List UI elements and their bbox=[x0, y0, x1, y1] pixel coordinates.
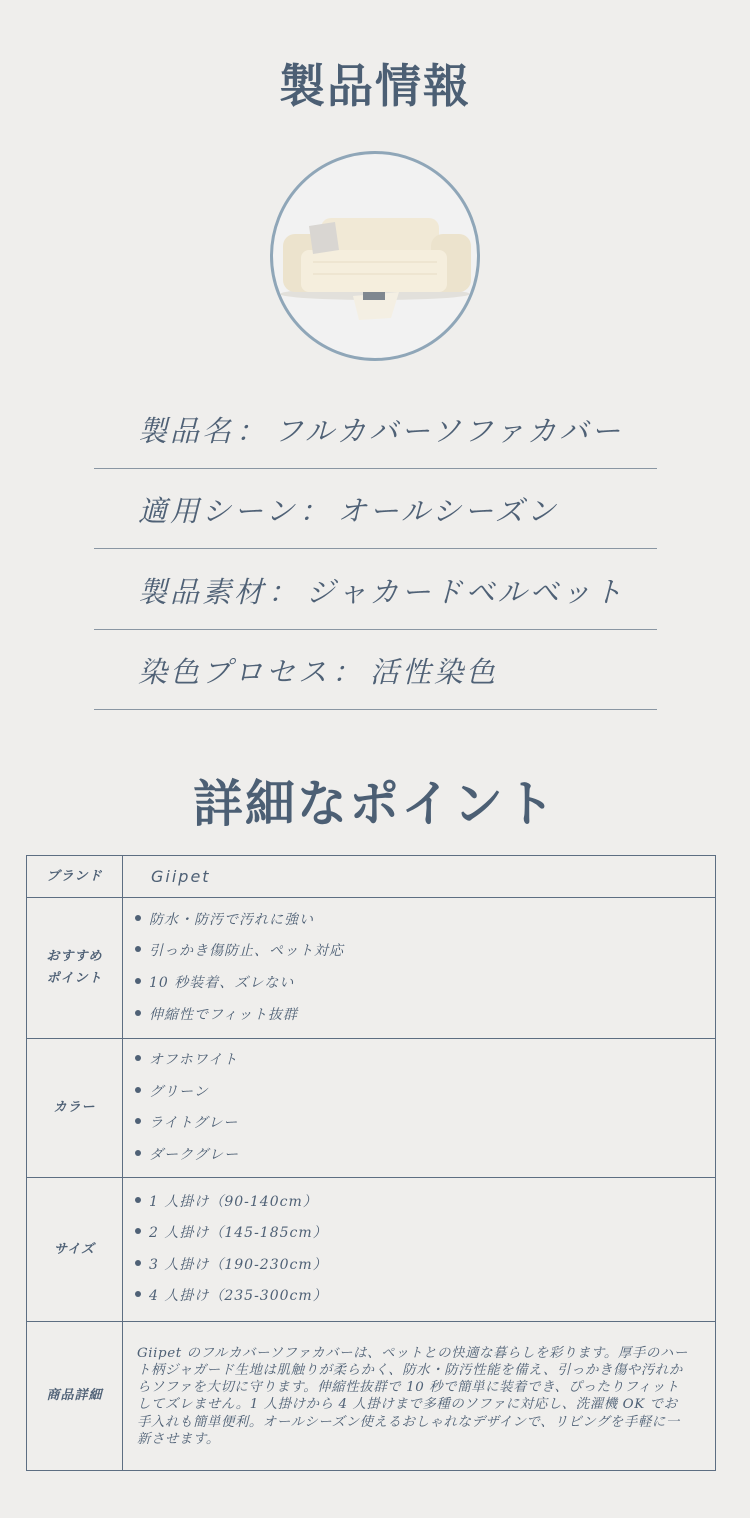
table-row-sizes bbox=[27, 1178, 716, 1322]
list-item: ライトグレー bbox=[135, 1108, 715, 1140]
sizes-list bbox=[135, 1181, 715, 1319]
row-label-description: 商品詳細 bbox=[27, 1322, 123, 1471]
spec-row-product-name bbox=[94, 389, 657, 469]
spec-label: 適用シーン bbox=[138, 494, 298, 528]
sizes-cell bbox=[123, 1178, 716, 1322]
table-row-description bbox=[27, 1322, 716, 1471]
spec-colon: ： bbox=[268, 575, 301, 609]
spec-row-material bbox=[94, 550, 657, 630]
spec-label: 製品名 bbox=[138, 414, 235, 448]
spec-label: 染色プロセス bbox=[138, 655, 331, 689]
list-item: 10 秒装着、ズレない bbox=[135, 968, 715, 1000]
list-item: 2 人掛け（145-185cm） bbox=[135, 1218, 715, 1250]
list-item: グリーン bbox=[135, 1077, 715, 1109]
table-row-features bbox=[27, 898, 716, 1039]
table-row-brand bbox=[27, 856, 716, 898]
spec-colon: ： bbox=[332, 655, 365, 689]
description-text: Giipet のフルカバーソファカバーは、ペットとの快適な暮らしを彩ります。厚手のハート柄ジャガード生地は肌触りが柔らかく、防水・防汚性能を備え、引っかき傷や汚れからソファを大切に守ります。伸縮性抜群で 10 秒で簡単に装着でき、ぴったりフィットしてズレません。1 人掛けから 4 人掛けまで多種のソファに対応し、洗濯機 OK でお手入れも簡単便利。オールシーズン使えるおしゃれなデザインで、リビングを手軽に一新させます。 bbox=[123, 1322, 716, 1471]
row-label-line: おすすめ bbox=[46, 949, 103, 964]
list-item: 引っかき傷防止、ペット対応 bbox=[135, 936, 715, 968]
spec-colon: ： bbox=[236, 414, 269, 448]
brand-value: Giipet bbox=[123, 856, 716, 898]
spec-value: ジャカードベルベット bbox=[306, 575, 626, 609]
row-label-line: ポイント bbox=[46, 971, 103, 986]
row-label-features bbox=[27, 898, 123, 1039]
list-item: ダークグレー bbox=[135, 1140, 715, 1172]
row-label-brand: ブランド bbox=[27, 856, 123, 898]
list-item: 防水・防汚で汚れに強い bbox=[135, 905, 715, 937]
features-list bbox=[135, 899, 715, 1037]
list-item: オフホワイト bbox=[135, 1045, 715, 1077]
row-label-colors: カラー bbox=[27, 1039, 123, 1178]
spec-value: オールシーズン bbox=[337, 494, 559, 528]
sofa-illustration bbox=[273, 154, 477, 358]
spec-label: 製品素材 bbox=[138, 575, 267, 609]
section-title-detail-points: 詳細なポイント bbox=[193, 774, 557, 833]
list-item: 3 人掛け（190-230cm） bbox=[135, 1250, 715, 1282]
row-label-sizes: サイズ bbox=[27, 1178, 123, 1322]
features-cell bbox=[123, 898, 716, 1039]
spec-value: フルカバーソファカバー bbox=[274, 414, 624, 448]
detail-table bbox=[26, 855, 716, 1471]
spec-row-scene bbox=[94, 469, 657, 549]
product-photo-sofa bbox=[270, 151, 480, 361]
section-title-product-info: 製品情報 bbox=[279, 59, 471, 113]
colors-cell bbox=[123, 1039, 716, 1178]
spec-row-dyeing bbox=[94, 630, 657, 710]
list-item: 4 人掛け（235-300cm） bbox=[135, 1281, 715, 1313]
colors-list bbox=[135, 1039, 715, 1177]
spec-value: 活性染色 bbox=[370, 655, 499, 689]
list-item: 1 人掛け（90-140cm） bbox=[135, 1187, 715, 1219]
spec-colon: ： bbox=[299, 494, 332, 528]
list-item: 伸縮性でフィット抜群 bbox=[135, 1000, 715, 1032]
table-row-colors bbox=[27, 1039, 716, 1178]
